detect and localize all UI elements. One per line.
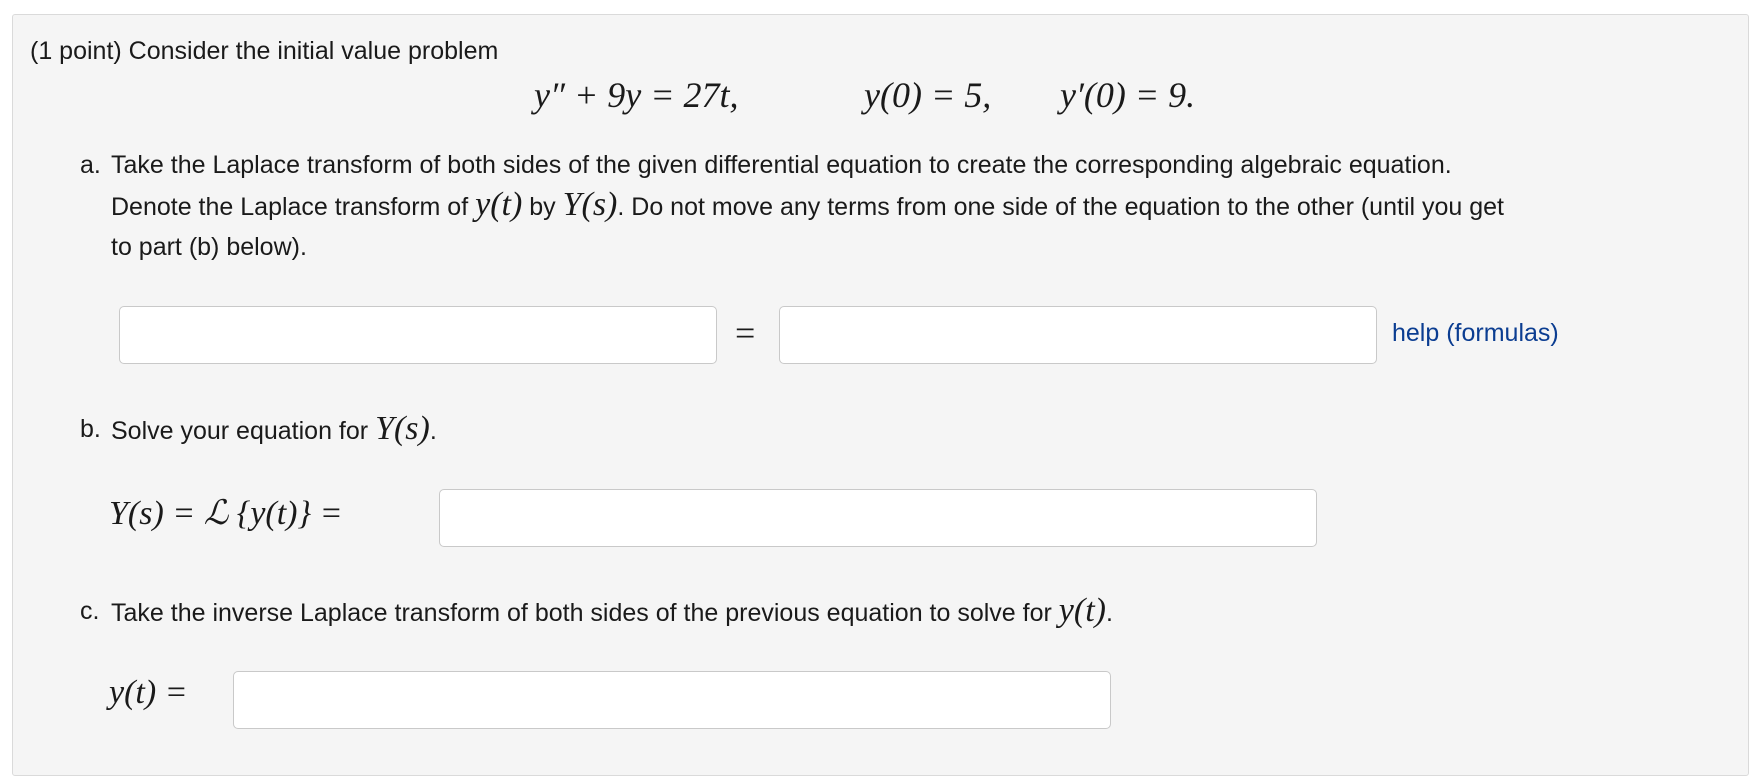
problem-intro: (1 point) Consider the initial value problem (30, 37, 499, 65)
laplace-left-input[interactable] (119, 306, 717, 364)
part-c-label: y(t) = (109, 674, 188, 711)
ode-equation (534, 74, 739, 116)
laplace-right-input[interactable] (779, 306, 1377, 364)
part-a-letter: a. (80, 151, 101, 179)
initial-condition-2: y′(0) = 9. (1060, 75, 1196, 115)
part-b-text: Solve your equation for Y(s). (111, 410, 437, 447)
Y-of-s-input[interactable] (439, 489, 1317, 547)
part-b-label: Y(s) = ℒ {y(t)} = (109, 495, 343, 532)
part-a-line3: to part (b) below). (111, 233, 307, 261)
part-a-line2: Denote the Laplace transform of y(t) by Y(s). Do not move any terms from one side of the equation to the other (until you get (111, 186, 1504, 223)
part-c-text: Take the inverse Laplace transform of both sides of the previous equation to solve for y(t). (111, 592, 1113, 629)
y-of-t-input[interactable] (233, 671, 1111, 729)
initial-condition-1: y(0) = 5, (864, 75, 992, 115)
equals-sign: = (735, 313, 756, 353)
y-of-t-math: y(t) (1058, 592, 1106, 629)
y-of-t-math: y(t) (475, 186, 523, 223)
part-b-letter: b. (80, 415, 101, 443)
problem-panel (12, 14, 1749, 776)
Y-of-s-math: Y(s) (562, 186, 618, 223)
part-c-letter: c. (80, 597, 100, 625)
part-a-line1: Take the Laplace transform of both sides of the given differential equation to create the corresponding algebraic equation. (111, 151, 1452, 179)
Y-of-s-math: Y(s) (375, 410, 430, 447)
help-formulas-link[interactable]: help (formulas) (1392, 319, 1559, 347)
ode-text: y″ + 9y = 27t, (534, 75, 739, 115)
